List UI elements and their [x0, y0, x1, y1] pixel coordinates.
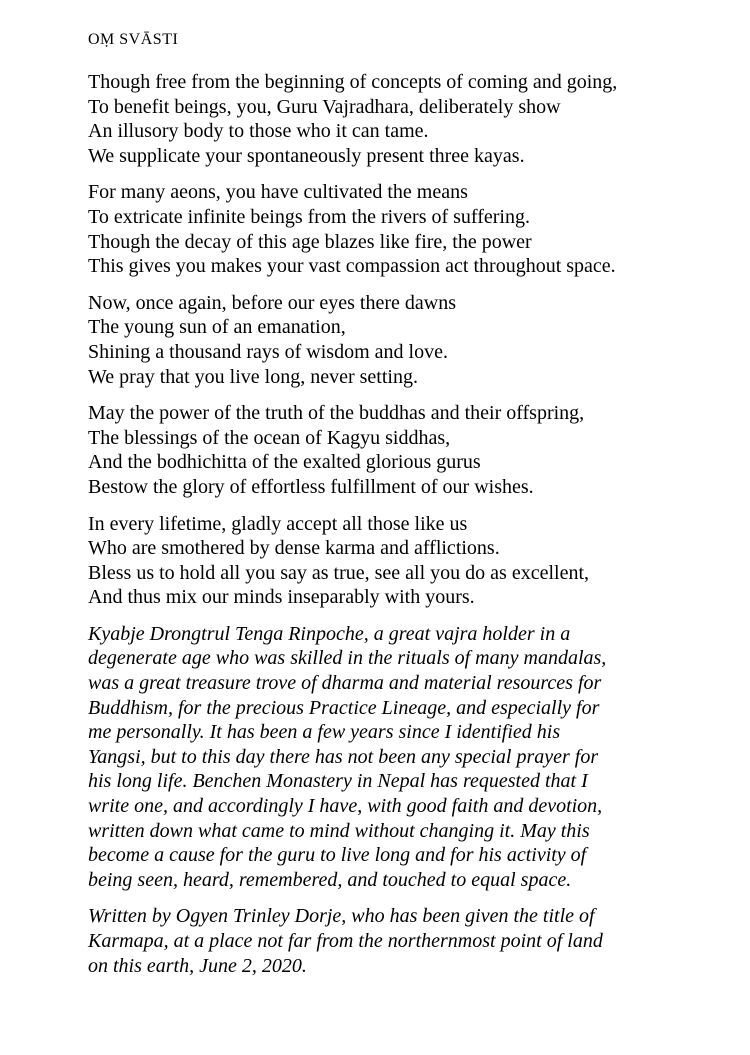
invocation-header: OṂ SVĀSTI	[88, 31, 179, 48]
verse-line: May the power of the truth of the buddhas and their offspring,	[88, 402, 585, 425]
stanza-2	[88, 180, 692, 278]
colophon-line: being seen, heard, remembered, and touched to equal space.	[88, 868, 572, 891]
verse-line: In every lifetime, gladly accept all those like us	[88, 512, 468, 535]
signature-line: Karmapa, at a place not far from the northernmost point of land	[88, 930, 603, 952]
verse-line: Though free from the beginning of concepts of coming and going,	[88, 71, 618, 93]
verse-line: Who are smothered by dense karma and afflictions.	[88, 537, 500, 560]
colophon-paragraph	[88, 622, 692, 893]
verse-line: Though the decay of this age blazes like fire, the power	[88, 230, 532, 253]
stanza-4	[88, 401, 692, 499]
signature-line: on this earth, June 2, 2020.	[88, 954, 307, 977]
verse-line: An illusory body to those who it can tame.	[88, 120, 429, 143]
stanza-3	[88, 291, 692, 389]
colophon-line: write one, and accordingly I have, with good faith and devotion,	[88, 795, 603, 818]
verse-line: To extricate infinite beings from the rivers of suffering.	[88, 205, 530, 228]
colophon-line: was a great treasure trove of dharma and material resources for	[88, 672, 602, 695]
verse-line: The young sun of an emanation,	[88, 316, 346, 339]
colophon-line: Yangsi, but to this day there has not been any special prayer for	[88, 745, 599, 768]
colophon-line: me personally. It has been a few years since I identified his	[88, 721, 561, 744]
verse-line: Now, once again, before our eyes there dawns	[88, 291, 456, 314]
verse-line: And the bodhichitta of the exalted glorious gurus	[88, 451, 481, 474]
stanza-1	[88, 70, 692, 168]
signature-paragraph	[88, 904, 692, 978]
colophon-line: Kyabje Drongtrul Tenga Rinpoche, a great vajra holder in a	[88, 622, 571, 645]
verse-line: The blessings of the ocean of Kagyu siddhas,	[88, 426, 451, 449]
colophon-line: his long life. Benchen Monastery in Nepal has requested that I	[88, 770, 588, 793]
verse-line: We supplicate your spontaneously present three kayas.	[88, 144, 525, 167]
verse-line: Bestow the glory of effortless fulfillment of our wishes.	[88, 475, 534, 498]
signature-line: Written by Ogyen Trinley Dorje, who has been given the title of	[88, 905, 595, 928]
verse-line: And thus mix our minds inseparably with yours.	[88, 586, 475, 609]
verse-line: To benefit beings, you, Guru Vajradhara, deliberately show	[88, 95, 561, 118]
stanza-5	[88, 512, 692, 610]
verse-line: Shining a thousand rays of wisdom and love.	[88, 340, 448, 363]
verse-line: For many aeons, you have cultivated the means	[88, 181, 468, 204]
verse-line: We pray that you live long, never setting.	[88, 365, 418, 388]
colophon-line: Buddhism, for the precious Practice Lineage, and especially for	[88, 696, 600, 719]
colophon-line: become a cause for the guru to live long and for his activity of	[88, 844, 587, 867]
colophon-line: written down what came to mind without changing it. May this	[88, 819, 590, 842]
verse-line: This gives you makes your vast compassion act throughout space.	[88, 255, 616, 278]
colophon-line: degenerate age who was skilled in the rituals of many mandalas,	[88, 647, 607, 670]
verse-line: Bless us to hold all you say as true, see all you do as excellent,	[88, 561, 590, 584]
